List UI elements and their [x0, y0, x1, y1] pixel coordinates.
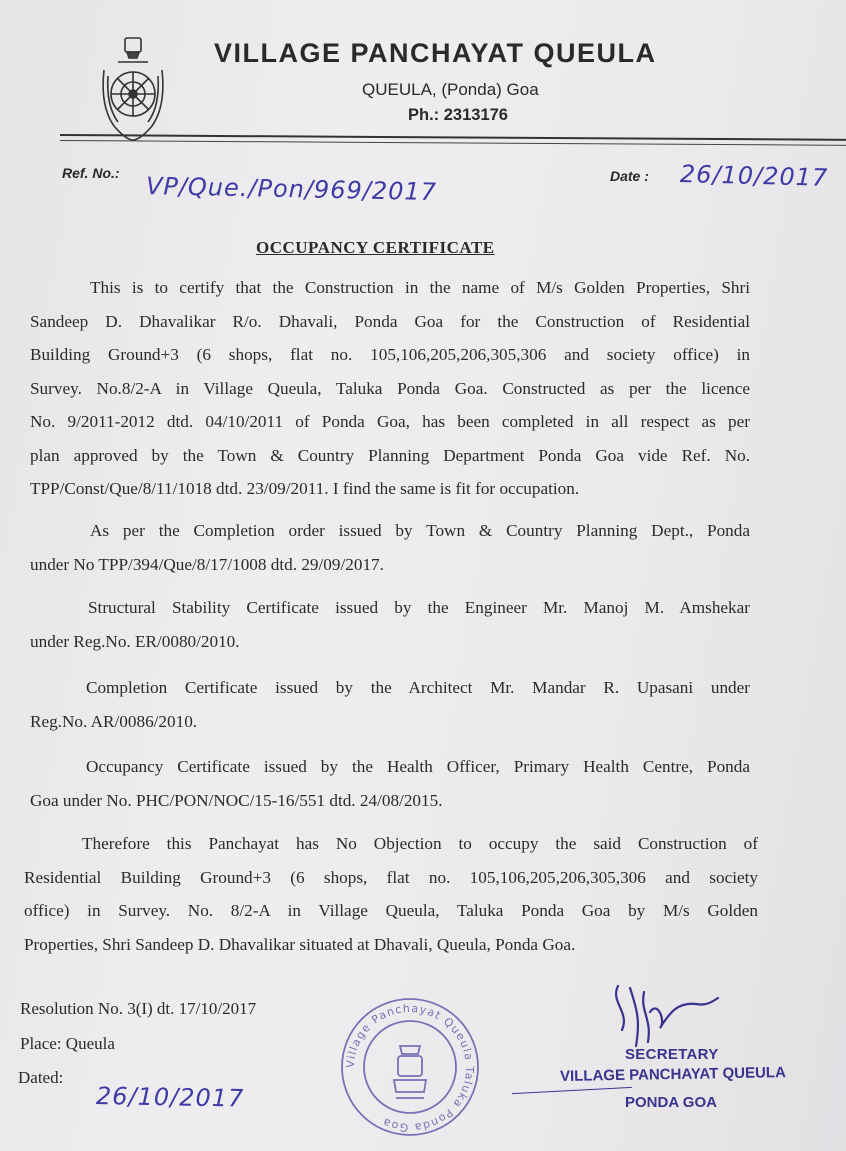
paragraph-structural-stability	[30, 591, 750, 658]
government-emblem-icon	[96, 36, 170, 146]
paragraph-line: Survey. No.8/2-A in Village Queula, Taluka Ponda Goa. Constructed as per the licence	[30, 378, 750, 398]
panchayat-seal-stamp	[338, 996, 482, 1138]
paragraph-line: Therefore this Panchayat has No Objection to occupy the said Construction of	[82, 834, 758, 853]
organization-name: VILLAGE PANCHAYAT QUEULA	[214, 38, 657, 68]
paragraph-line: Building Ground+3 (6 shops, flat no. 105,106,205,206,305,306 and society office) in	[30, 345, 750, 364]
ref-no-handwritten: VP/Que./Pon/969/2017	[145, 172, 438, 207]
paragraph-line: under No TPP/394/Que/8/17/1008 dtd. 29/09/2017.	[30, 554, 384, 574]
paragraph-line: Goa under No. PHC/PON/NOC/15-16/551 dtd. 24/08/2015.	[30, 790, 443, 810]
paragraph-line: under Reg.No. ER/0080/2010.	[30, 631, 240, 651]
paragraph-line: office) in Survey. No. 8/2-A in Village Queula, Taluka Ponda Goa by M/s Golden	[24, 901, 758, 920]
signature-underline	[512, 1087, 632, 1094]
seal-text: Village Panchayat Queula Taluka Ponda Goa	[343, 1001, 477, 1135]
resolution-number: Resolution No. 3(I) dt. 17/10/2017	[20, 999, 257, 1018]
paragraph-line: Residential Building Ground+3 (6 shops, flat no. 105,106,205,206,305,306 and society	[24, 867, 758, 887]
paragraph-line: Completion Certificate issued by the Architect Mr. Mandar R. Upasani under	[86, 678, 750, 697]
header-divider-thin	[60, 140, 846, 146]
paragraph-health-certificate	[30, 750, 750, 817]
certificate-title: OCCUPANCY CERTIFICATE	[256, 238, 495, 257]
place: Place: Queula	[20, 1034, 115, 1053]
signature-scribble	[600, 982, 720, 1052]
paragraph-line: Occupancy Certificate issued by the Health Officer, Primary Health Centre, Ponda	[86, 757, 750, 776]
paragraph-line: plan approved by the Town & Country Planning Department Ponda Goa vide Ref. No.	[30, 445, 750, 465]
organization-phone: Ph.: 2313176	[408, 106, 508, 124]
paragraph-line: Reg.No. AR/0086/2010.	[30, 711, 198, 731]
paragraph-line: TPP/Const/Que/8/11/1018 dtd. 23/09/2011. I find the same is fit for occupation.	[30, 479, 580, 498]
paragraph-completion-order	[30, 514, 750, 581]
paragraph-no-objection	[24, 827, 758, 961]
date-handwritten: 26/10/2017	[679, 160, 829, 192]
dated-handwritten: 26/10/2017	[95, 1082, 245, 1113]
ref-no-label: Ref. No.:	[62, 165, 120, 181]
paragraph-line: Sandeep D. Dhavalikar R/o. Dhavali, Ponda Goa for the Construction of Residential	[30, 311, 750, 331]
paragraph-line: No. 9/2011-2012 dtd. 04/10/2011 of Ponda Goa, has been completed in all respect as per	[30, 412, 750, 431]
paragraph-line: Properties, Shri Sandeep D. Dhavalikar situated at Dhavali, Queula, Ponda Goa.	[24, 934, 576, 954]
organization-address: QUEULA, (Ponda) Goa	[362, 80, 539, 99]
date-label: Date :	[610, 168, 649, 184]
signatory-place: PONDA GOA	[625, 1094, 717, 1111]
paragraph-line: As per the Completion order issued by Town & Country Planning Dept., Ponda	[90, 521, 750, 540]
paragraph-line: This is to certify that the Construction in the name of M/s Golden Properties, Shri	[90, 278, 750, 297]
paragraph-completion-certificate	[30, 671, 750, 738]
paragraph-certification	[30, 271, 750, 506]
dated-label: Dated:	[18, 1068, 64, 1087]
paragraph-line: Structural Stability Certificate issued by the Engineer Mr. Manoj M. Amshekar	[88, 598, 750, 617]
signatory-organization: VILLAGE PANCHAYAT QUEULA	[559, 1064, 786, 1085]
signatory-title: SECRETARY	[625, 1046, 719, 1063]
